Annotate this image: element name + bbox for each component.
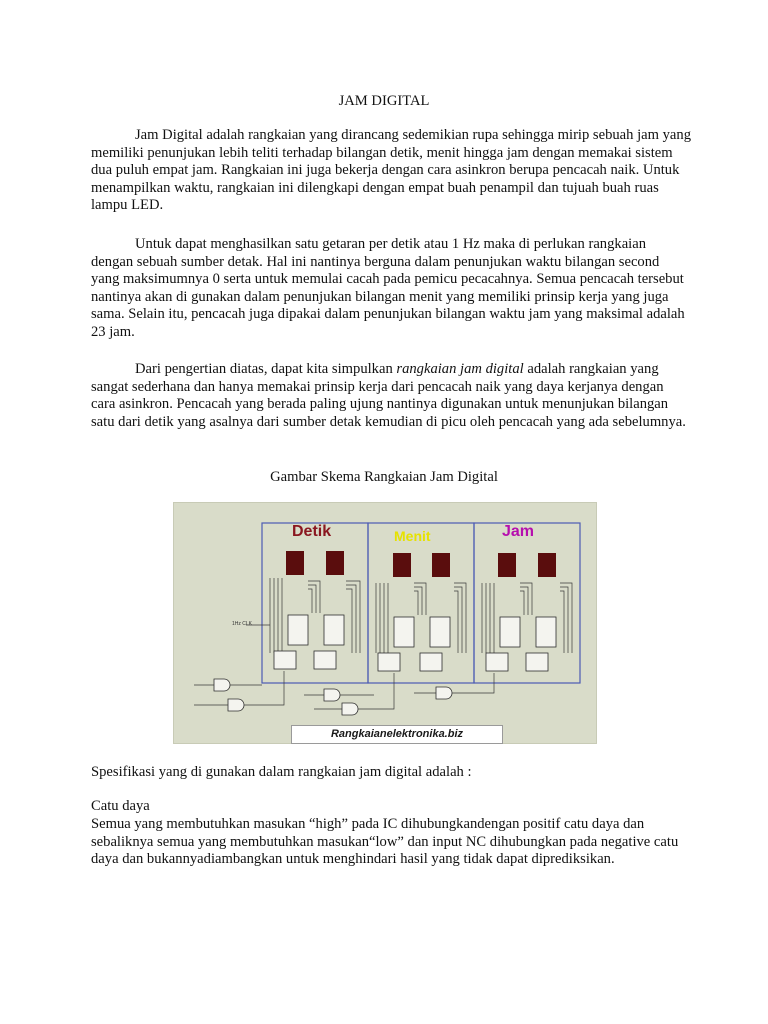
logic-gates [214,679,452,715]
circuit-schematic-figure [173,502,597,744]
seconds-label: Detik [292,523,332,540]
paragraph-clock-source-text: Untuk dapat menghasilkan satu getaran per detik atau 1 Hz maka di perlukan rangkaian dengan sebuah sumber detak. Hal ini nantinya berguna dalam penunjukan waktu bilangan second yang maksimumnya 0 serta untuk memulai cacah pada pemicu pecacahnya. Semua pencacah tersebut nantinya akan di gunakan dalam penunjukan bilangan menit yang memiliki prinsip kerja yang juga sama. Selain itu, pencacah juga dipakai dalam penunjukan bilangan waktu jam yang maksimal adalah 23 jam. [91,236,685,340]
counter-ics [274,615,556,671]
minutes-label: Menit [394,528,431,544]
paragraph-intro-text: Jam Digital adalah rangkaian yang dirancang sedemikian rupa sehingga mirip sebuah jam yang memiliki penunjukan lebih teliti terhadap bilangan detik, menit hingga jam dengan memakai sistem dua puluh empat jam. Rangkaian ini juga bekerja dengan cara asinkron berupa pencacah naik. Untuk menampilkan waktu, rangkaian ini dilengkapi dengan empat buah penampil dan tujuah buah ruas lampu LED. [91,127,692,214]
hours-display-units [538,553,556,577]
paragraph-clock-source [91,236,691,342]
paragraph-conclusion-emphasis: rangkaian jam digital [396,361,524,377]
spec-heading: Catu daya [91,798,150,814]
hours-label: Jam [502,523,535,540]
paragraph-intro [91,127,691,215]
figure-brand-watermark: Rangkaianelektronika.biz [291,725,503,744]
minutes-display-units [432,553,450,577]
wire-bundles [270,578,572,653]
spec-intro: Spesifikasi yang di gunakan dalam rangkaian jam digital adalah : [91,764,472,780]
clock-input-label: 1Hz CLK [232,621,253,627]
paragraph-conclusion-before: Dari pengertian diatas, dapat kita simpulkan [135,361,397,377]
paragraph-conclusion [91,361,691,431]
figure-caption: Gambar Skema Rangkaian Jam Digital [270,469,498,485]
spec-body: Semua yang membutuhkan masukan “high” pada IC dihubungkandengan positif catu daya dan sebaliknya semua yang membutuhkan masukan“low” dan input NC dihubungkan pada negative catu daya dan bukannyadiambangkan untuk menghindari hasil yang tidak dapat diprediksikan. [91,816,679,868]
document-title: JAM DIGITAL [338,93,430,109]
minutes-display-tens [393,553,411,577]
paragraph-conclusion-after: adalah rangkaian yang sangat sederhana dan hanya memakai prinsip kerja dari pencacah naik yang daya kerjanya dengan cara asinkron. Pencacah yang berada paling ujung nantinya digunakan untuk menunjukan bilangan satu dari detik yang asalnya dari sumber detak kemudian di picu oleh pencacah yang ada sebelumnya. [91,361,686,430]
seconds-display-tens [286,551,304,575]
seconds-display-units [326,551,344,575]
hours-display-tens [498,553,516,577]
